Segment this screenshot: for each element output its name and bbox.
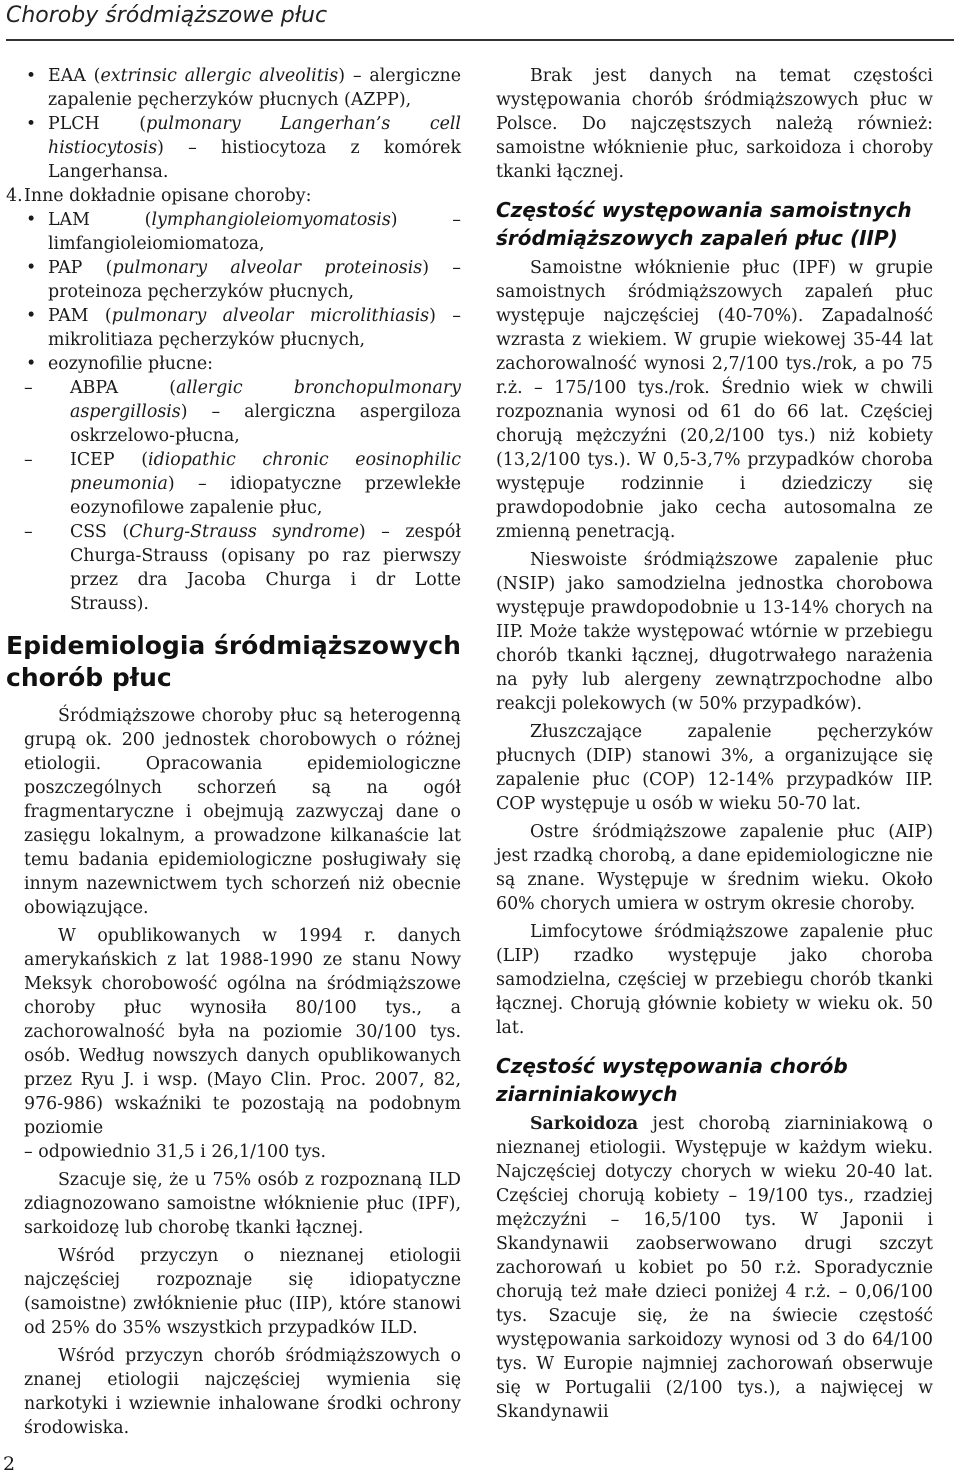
- list-item: – ICEP (idiopathic chronic eosinophilic pneumonia) – idiopatyczne przewlekłe eozynofilowe zapalenie płuc,: [24, 448, 461, 520]
- item-label: Inne dokładnie opisane choroby:: [24, 186, 312, 206]
- item-number: 4.: [6, 186, 23, 206]
- paragraph: Nieswoiste śródmiąższowe zapalenie płuc (NSIP) jako samodzielna jednostka chorobowa występuje prawdopodobnie u 13-14% chorych na IIP. Może także występować wtórnie w przebiegu chorób tkanki łącznej, długotrwałego narażenia na pyły lub alergeny zewnątrzpochodne albo reakcji polekowych (w 50% przypadków).: [496, 550, 933, 714]
- term-sarcoidosis: Sarkoidoza: [530, 1114, 639, 1134]
- header-rule: [6, 39, 954, 41]
- list-item: • EAA (extrinsic allergic alveolitis) – alergiczne zapalenie pęcherzyków płucnych (AZPP),: [24, 64, 461, 112]
- list-item: – ABPA (allergic bronchopulmonary aspergillosis) – alergiczna aspergiloza oskrzelowo-płucna,: [24, 376, 461, 448]
- list-a: [24, 64, 461, 184]
- list-item: – CSS (Churg-Strauss syndrome) – zespół Churga-Strauss (opisany po raz pierwszy przez dra Jacoba Churga i dr Lotte Strauss).: [24, 520, 461, 616]
- paragraph: Limfocytowe śródmiąższowe zapalenie płuc (LIP) rzadko występuje jako choroba samodzielna, częściej w przebiegu chorób tkanki łącznej. Chorują głównie kobiety w wieku ok. 50 lat.: [496, 922, 933, 1038]
- page-number: 2: [3, 1453, 16, 1475]
- paragraph-sarcoidosis: Sarkoidoza jest chorobą ziarniniakową o nieznanej etiologii. Występuje w każdym wieku. Najczęściej dotyczy chorych w wieku 20-40 lat. Częściej chorują kobiety – 19/100 tys., rzadziej mężczyźni – 16,5/100 tys. W Japonii i Skandynawii zaobserwowano drugi szczyt zachorowań u kobiet po 50 r.ż. Sporadycznie chorują też małe dzieci poniżej 4 r.ż. – 0,06/100 tys. Szacuje się, że na świecie częstość występowania sarkoidozy wynosi od 3 do 64/100 tys. W Europie najmniej zachorowań obserwuje się w Portugalii (2/100 tys.), a najwięcej w Skandynawii: [496, 1114, 934, 1422]
- paragraph: W opublikowanych w 1994 r. danych amerykańskich z lat 1988-1990 ze stanu Nowy Meksyk chorobowość ogólna na śródmiąższowe choroby płuc wynosiła 80/100 tys., a zachorowalność była na poziomie 30/100 tys. osób. Według nowszych danych opublikowanych przez Ryu J. i wsp. (Mayo Clin. Proc. 2007, 82, 976-986) wskaźniki te pozostają na podobnym poziomie: [24, 926, 461, 1138]
- list-item: • eozynofilie płucne: – ABPA (allergic bronchopulmonary aspergillosis) – alergiczna aspergiloza oskrzelowo-płucna, – ICEP (idiopathic chronic eosinophilic pneumonia) – idiopatyczne przewlekłe eozynofilowe zapalenie płuc, – CSS (Churg-Strauss syndrome) – zespół Churga-Strauss (opisany po raz pierwszy przez dra Jacoba Churga i dr Lotte Strauss).: [24, 352, 461, 616]
- paragraph: Brak jest danych na temat częstości występowania chorób śródmiąższowych płuc w Polsce. Do najczęstszych należą również: samoistne włóknienie płuc, sarkoidoza i choroby tkanki łącznej.: [496, 66, 933, 182]
- list-item: • PAM (pulmonary alveolar microlithiasis) – mikrolitiaza pęcherzyków płucnych,: [24, 304, 461, 352]
- list-c: [24, 376, 461, 616]
- list-item: • LAM (lymphangioleiomyomatosis) – limfangioleiomiomatoza,: [24, 208, 461, 256]
- paragraph: Samoistne włóknienie płuc (IPF) w grupie samoistnych śródmiąższowych zapaleń płuc występuje najczęściej (40-70%). Zapadalność wzrasta z wiekiem. W grupie wiekowej 35-44 lat zachorowalność wynosi 2,7/100 tys./rok, a po 75 r.ż. – 175/100 tys./rok. Średnio wiek w chwili rozpoznania wynosi od 61 do 66 lat. Częściej chorują mężczyźni (20,2/100 tys.) niż kobiety (13,2/100 tys.). W 0,5-3,7% przypadków choroba występuje rodzinnie i dziedziczy się prawdopodobnie jako cecha autosomalna ze zmienną penetracją.: [496, 258, 933, 542]
- numbered-list: [6, 184, 461, 616]
- paragraph: Wśród przyczyn o nieznanej etiologii najczęściej rozpoznaje się idiopatyczne (samoistne) zwłóknienie płuc (IIP), które stanowi od 25% do 35% wszystkich przypadków ILD.: [24, 1246, 461, 1338]
- list-b: [24, 208, 461, 616]
- paragraph: Wśród przyczyn chorób śródmiąższowych o znanej etiologii najczęściej wymienia się narkotyki i wziewnie inhalowane środki ochrony środowiska.: [24, 1346, 461, 1438]
- running-title: Choroby śródmiąższowe płuc: [6, 3, 328, 28]
- paragraph: Śródmiąższowe choroby płuc są heterogenną grupą ok. 200 jednostek chorobowych o różnej etiologii. Opracowania epidemiologiczne poszczególnych schorzeń są na ogół fragmentaryczne i obejmują zazwyczaj dane o zasięgu lokalnym, a prowadzone kilkanaście lat temu badania epidemiologiczne posługiwały się innym nazewnictwem tych schorzeń niż obecnie obowiązujące.: [24, 706, 461, 918]
- right-column: [496, 64, 933, 1428]
- left-column: [6, 64, 461, 1444]
- paragraph: – odpowiednio 31,5 i 26,1/100 tys.: [24, 1142, 326, 1162]
- paragraph: Złuszczające zapalenie pęcherzyków płucnych (DIP) stanowi 3%, a organizujące się zapalenie płuc (COP) 12-14% przypadków IIP. COP występuje u osób w wieku 50-70 lat.: [496, 722, 933, 814]
- section-heading-epidemiology: Epidemiologia śródmiąższowych chorób płuc: [6, 631, 461, 692]
- list-item: • PLCH (pulmonary Langerhan’s cell histiocytosis) – histiocytoza z komórek Langerhansa.: [24, 112, 461, 184]
- section-heading-iip: Częstość występowania samoistnych śródmiąższowych zapaleń płuc (IIP): [496, 198, 912, 250]
- list-item: • PAP (pulmonary alveolar proteinosis) – proteinoza pęcherzyków płucnych,: [24, 256, 461, 304]
- list-item-4: [6, 184, 461, 616]
- paragraph: Szacuje się, że u 75% osób z rozpoznaną ILD zdiagnozowano samoistne włóknienie płuc (IPF), sarkoidozę lub chorobę tkanki łącznej.: [24, 1170, 461, 1238]
- paragraph: Ostre śródmiąższowe zapalenie płuc (AIP) jest rzadką chorobą, a dane epidemiologiczne nie są znane. Występuje w średnim wieku. Około 60% chorych umiera w ostrym okresie choroby.: [496, 822, 933, 914]
- section-heading-granuloma: Częstość występowania chorób ziarniniakowych: [496, 1054, 848, 1106]
